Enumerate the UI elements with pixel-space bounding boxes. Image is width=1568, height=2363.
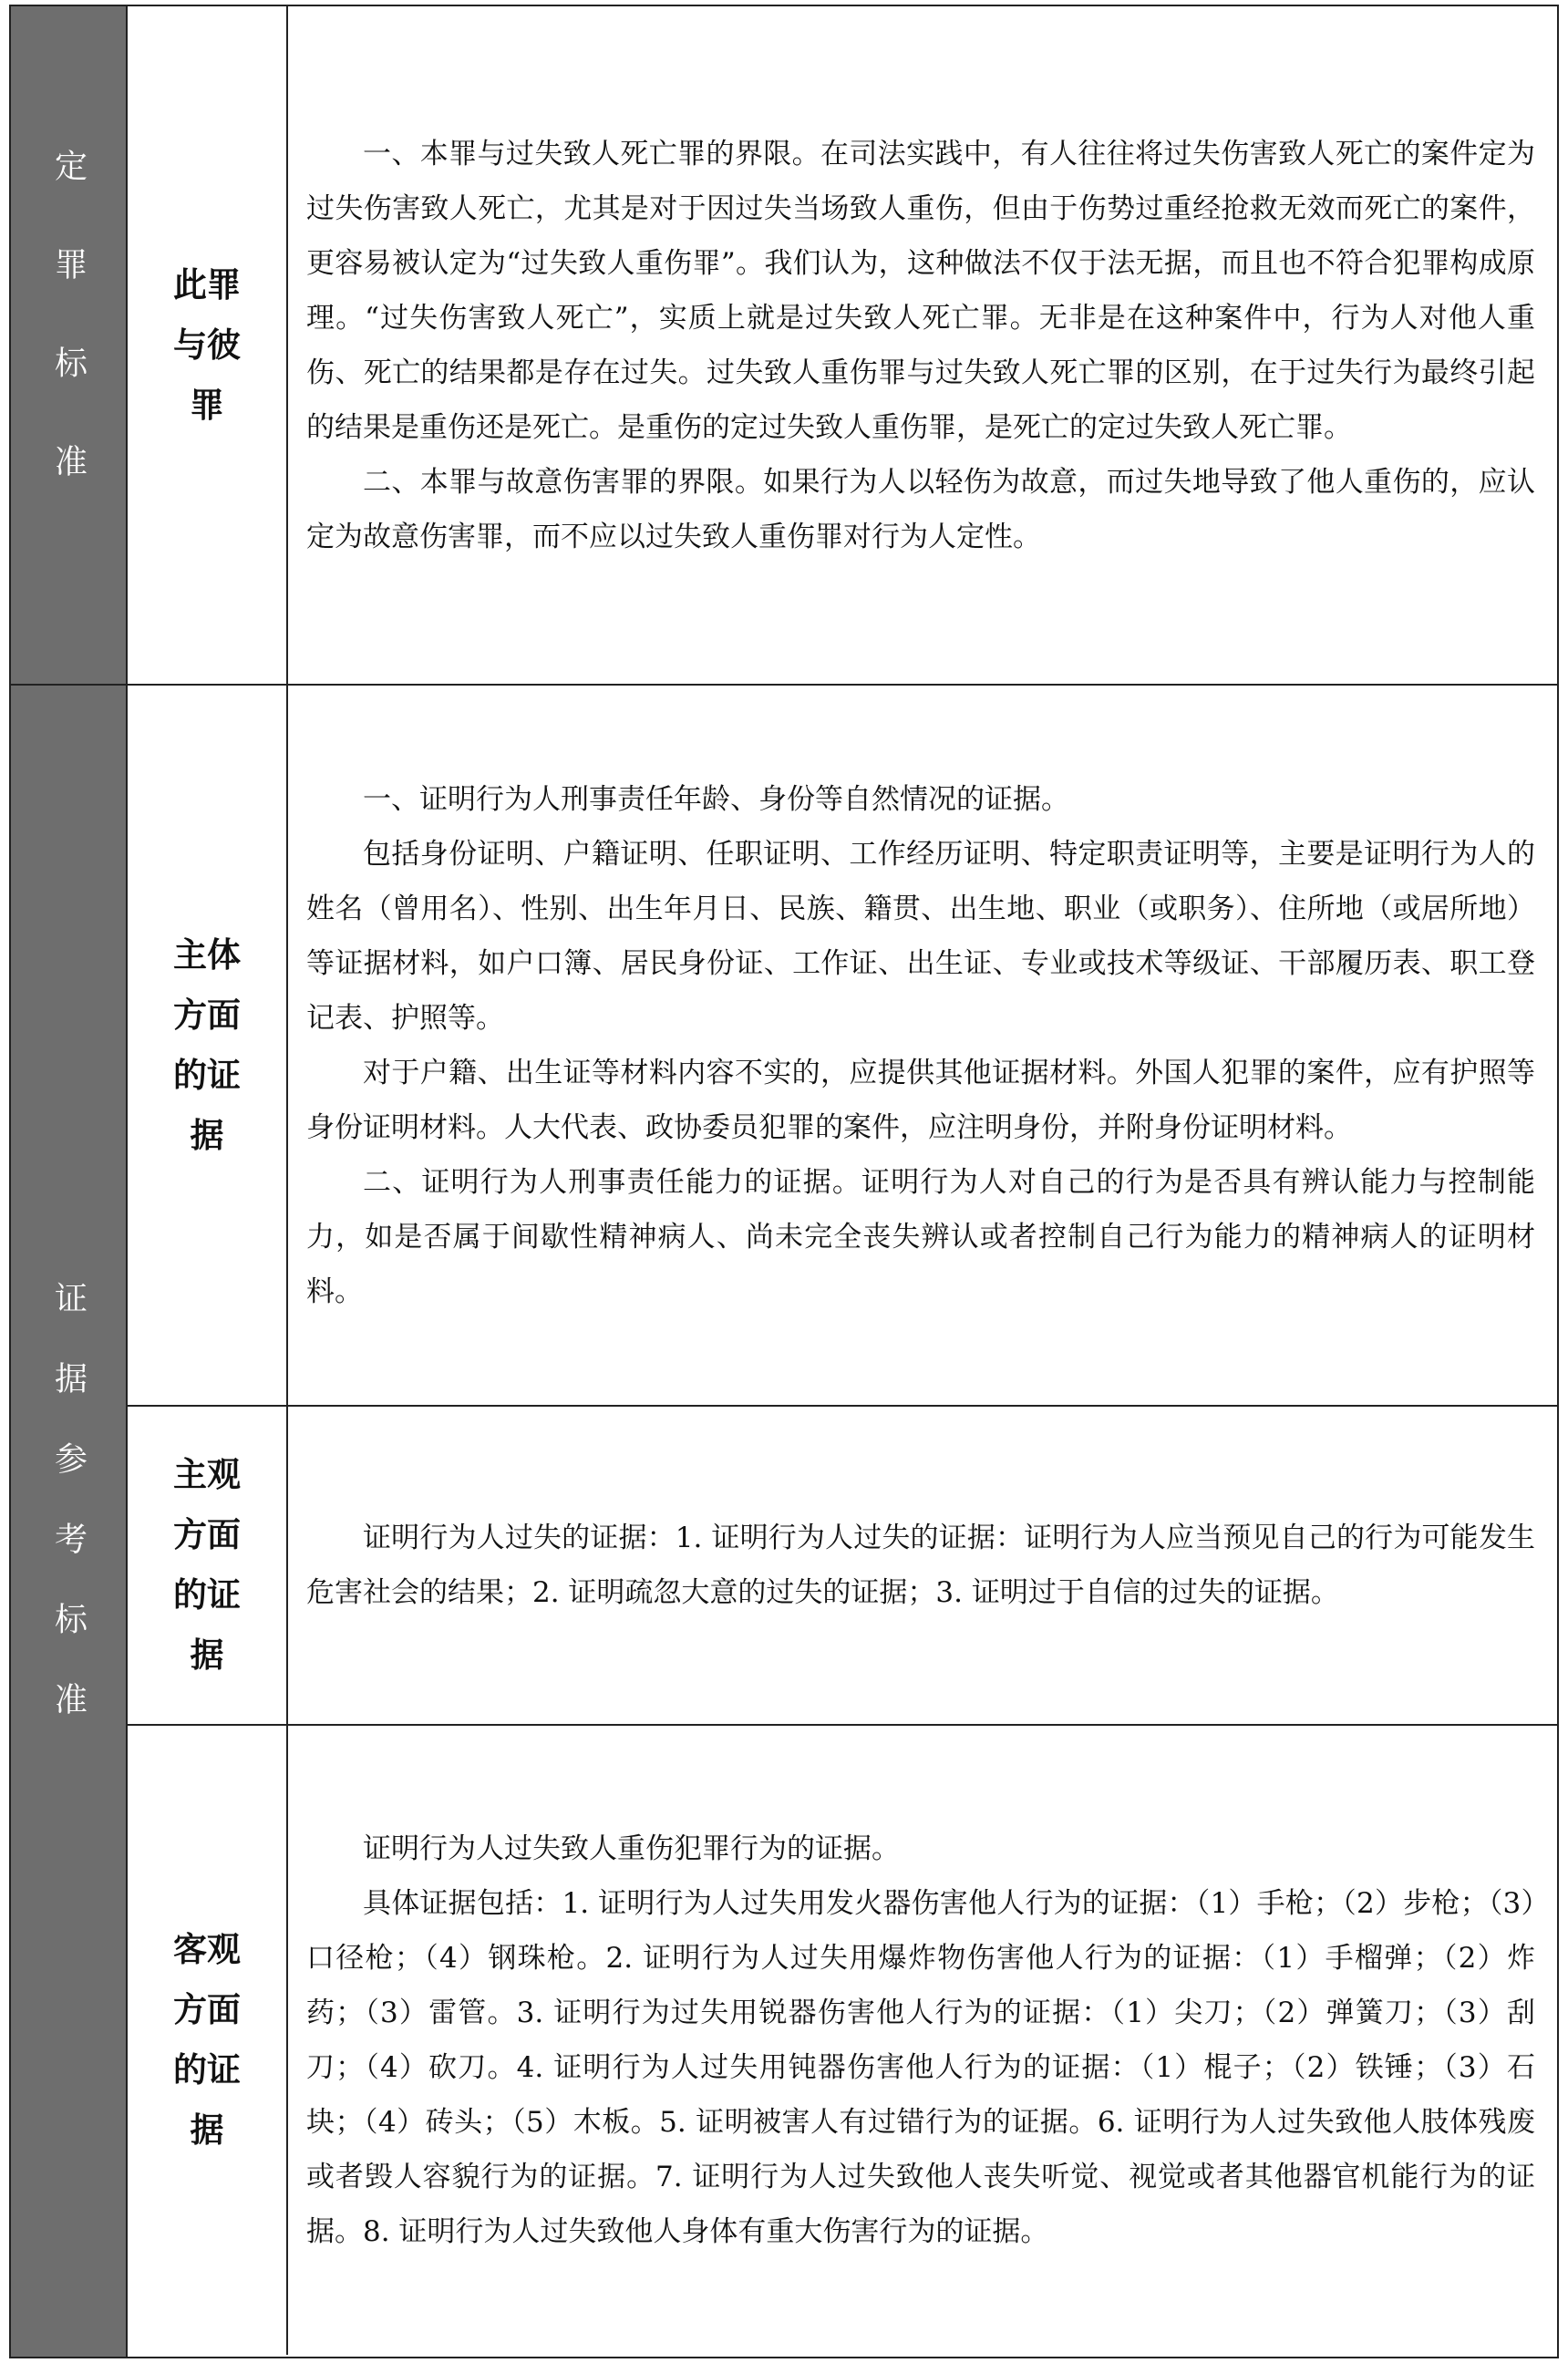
subtitle-label: 主观方面的证据: [173, 1455, 241, 1675]
paragraph: 一、证明行为人刑事责任年龄、身份等自然情况的证据。: [363, 782, 1069, 816]
section-evidence-reference-standard: [11, 686, 1557, 2357]
paragraph: 二、证明行为人刑事责任能力的证据。证明行为人对自己的行为是否具有辨认能力与控制能力，如是否属于间歇性精神病人、尚未完全丧失辨认或者控制自己行为能力的精神病人的证明材料。: [306, 1165, 1535, 1308]
category-cell: [11, 6, 128, 684]
content-cell: [288, 1726, 1557, 2355]
row-subject-evidence: [128, 686, 1557, 1407]
content-cell: [288, 1407, 1557, 1724]
paragraph: 证明行为人过失的证据：1. 证明行为人过失的证据：证明行为人应当预见自己的行为可能发生危害社会的结果；2. 证明疏忽大意的过失的证据；3. 证明过于自信的过失的证据。: [306, 1522, 1535, 1609]
paragraph: 二、本罪与故意伤害罪的界限。如果行为人以轻伤为故意，而过失地导致了他人重伤的，应认定为故意伤害罪，而不应以过失致人重伤罪对行为人定性。: [306, 465, 1535, 553]
category-cell: [11, 686, 128, 2357]
paragraph: 包括身份证明、户籍证明、任职证明、工作经历证明、特定职责证明等，主要是证明行为人的姓名（曾用名）、性别、出生年月日、民族、籍贯、出生地、职业（或职务）、住所地（或居所地）等证据材料，如户口簿、居民身份证、工作证、出生证、专业或技术等级证、干部履历表、职工登记表、护照等。: [306, 837, 1535, 1035]
subtitle-label: 客观方面的证据: [173, 1930, 241, 2150]
content-cell: [288, 6, 1557, 684]
subtitle-cell: [128, 6, 288, 684]
row-subjective-evidence: [128, 1407, 1557, 1726]
subtitle-label: 主体方面的证据: [173, 934, 241, 1155]
subtitle-label: 此罪与彼罪: [173, 264, 241, 425]
category-label: 定罪标准: [49, 148, 88, 542]
row-this-crime-and-that-crime: [128, 6, 1557, 684]
row-objective-evidence: [128, 1726, 1557, 2355]
subtitle-cell: [128, 1407, 288, 1724]
section-conviction-standard: [11, 6, 1557, 686]
paragraph: 具体证据包括：1. 证明行为人过失用发火器伤害他人行为的证据：（1）手枪；（2）步枪；（3）口径枪；（4）钢珠枪。2. 证明行为人过失用爆炸物伤害他人行为的证据：（1）手榴弹；（2）炸药；（3）雷管。3. 证明行为过失用锐器伤害他人行为的证据：（1）尖刀；（2）弹簧刀；（3）刮刀；（4）砍刀。4. 证明行为人过失用钝器伤害他人行为的证据：（1）棍子；（2）铁锤；（3）石块；（4）砖头；（5）木板。5. 证明被害人有过错行为的证据。6. 证明行为人过失致他人肢体残废或者毁人容貌行为的证据。7. 证明行为人过失致他人丧失听觉、视觉或者其他器官机能行为的证据。8. 证明行为人过失致他人身体有重大伤害行为的证据。: [306, 1887, 1535, 2248]
category-label: 证据参考标准: [49, 1280, 88, 1762]
paragraph: 证明行为人过失致人重伤犯罪行为的证据。: [363, 1832, 900, 1865]
evidence-standard-table: [9, 5, 1559, 2358]
subtitle-cell: [128, 1726, 288, 2355]
content-cell: [288, 686, 1557, 1405]
paragraph: 对于户籍、出生证等材料内容不实的，应提供其他证据材料。外国人犯罪的案件，应有护照等身份证明材料。人大代表、政协委员犯罪的案件，应注明身份，并附身份证明材料。: [306, 1056, 1535, 1144]
paragraph: 一、本罪与过失致人死亡罪的界限。在司法实践中，有人往往将过失伤害致人死亡的案件定为过失伤害致人死亡，尤其是对于因过失当场致人重伤，但由于伤势过重经抢救无效而死亡的案件，更容易被认定为“过失致人重伤罪”。我们认为，这种做法不仅于法无据，而且也不符合犯罪构成原理。“过失伤害致人死亡”，实质上就是过失致人死亡罪。无非是在这种案件中，行为人对他人重伤、死亡的结果都是存在过失。过失致人重伤罪与过失致人死亡罪的区别，在于过失行为最终引起的结果是重伤还是死亡。是重伤的定过失致人重伤罪，是死亡的定过失致人死亡罪。: [306, 137, 1535, 444]
subtitle-cell: [128, 686, 288, 1405]
